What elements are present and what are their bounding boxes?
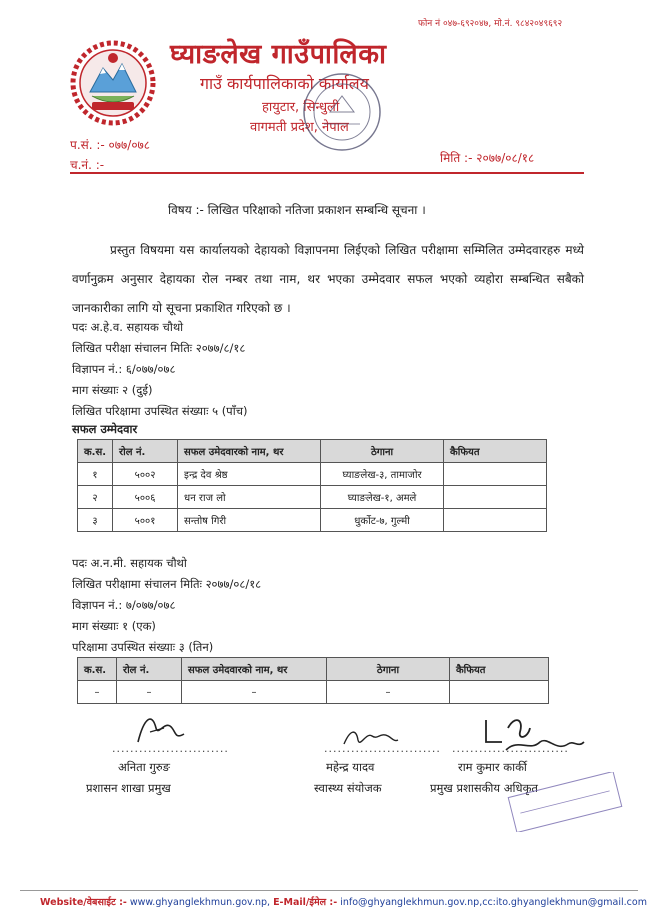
footer-website-label: Website/वेबसाईट :- (40, 897, 127, 908)
cell-name: सन्तोष गिरी (178, 509, 321, 532)
cell-serial: – (78, 681, 117, 704)
s1-present: लिखित परिक्षामा उपस्थित संख्याः ५ (पाँच) (72, 404, 248, 418)
table-header-row (78, 658, 549, 681)
letter-date: मिति :- २०७७/०८/१८ (440, 151, 535, 165)
signature-line-3: .......................... (452, 742, 569, 755)
s2-post: पदः अ.न.मी. सहायक चौथो (72, 556, 187, 570)
cell-name: – (182, 681, 327, 704)
cell-address: – (327, 681, 450, 704)
office-name: गाउँ कार्यपालिकाको कार्यालय (200, 74, 369, 93)
col-serial: क.स. (78, 658, 117, 681)
cell-address: घ्याङलेख-३, तामाजोर (321, 463, 444, 486)
col-name: सफल उमेदवारको नाम, थर (182, 658, 327, 681)
signatory-2-name: महेन्द्र यादव (326, 760, 375, 774)
signatory-1-name: अनिता गुरुङ (118, 760, 171, 774)
dispatch-number: च.नं. :- (70, 158, 105, 172)
cell-serial: १ (78, 463, 113, 486)
signatory-3-name: राम कुमार कार्की (458, 760, 527, 774)
footer-contact (40, 895, 647, 908)
table-header-row (78, 440, 547, 463)
signature-line-2: .......................... (324, 742, 441, 755)
cell-remarks (444, 463, 547, 486)
col-remarks: कैफियत (444, 440, 547, 463)
signatory-2-title: स्वास्थ्य संयोजक (314, 781, 382, 795)
reference-number: प.सं. :- ०७७/०७८ (70, 138, 151, 152)
s1-exam-date: लिखित परीक्षा संचालन मितिः २०७७/८/१८ (72, 341, 246, 355)
footer-email-label: E-Mail/ईमेल :- (273, 897, 338, 908)
successful-candidates-heading: सफल उम्मेदवार (72, 422, 138, 436)
cell-serial: ३ (78, 509, 113, 532)
signatory-1-title: प्रशासन शाखा प्रमुख (86, 781, 171, 795)
signature-3-icon (478, 708, 588, 764)
s2-demand: माग संख्याः १ (एक) (72, 619, 156, 633)
footer-website[interactable]: www.ghyanglekhmun.gov.np, (129, 897, 271, 908)
cell-address: धुर्कोट-७, गुल्मी (321, 509, 444, 532)
table-row (78, 509, 547, 532)
cell-roll: ५००२ (113, 463, 178, 486)
letterhead-divider (70, 172, 584, 174)
cell-name: धन राज लो (178, 486, 321, 509)
municipality-title: घ्याङलेख गाउँपालिका (170, 39, 387, 70)
office-seal-stamp (300, 70, 384, 154)
results-table-1 (77, 439, 547, 532)
phone-numbers: फोन नं ०४७-६९२०४७, मो.नं. ९८४२०४९६९२ (418, 19, 563, 29)
notice-body: प्रस्तुत विषयमा यस कार्यालयको देहायको विज्ञापनमा लिईएको लिखित परीक्षामा सम्मिलित उम्मेदवारहरु मध्ये वर्णानुक्रम अनुसार देहायका रोल नम्बर तथा नाम, थर भएका उम्मेदवार सफल भएको व्यहोरा सम्बन्धित सबैको जानकारीका लागि यो सूचना प्रकाशित गरिएको छ । (72, 243, 584, 315)
table-row (78, 463, 547, 486)
s2-advert-no: विज्ञापन नं.: ७/०७७/०७८ (72, 598, 176, 612)
officer-name-stamp (505, 772, 625, 832)
signature-line-1: .......................... (112, 742, 229, 755)
s2-present: परिक्षामा उपस्थित संख्याः ३ (तिन) (72, 640, 214, 654)
address-line-2: वागमती प्रदेश, नेपाल (250, 120, 349, 135)
table-row (78, 486, 547, 509)
s1-advert-no: विज्ञापन नं.: ६/०७७/०७८ (72, 362, 176, 376)
signatory-3-title: प्रमुख प्रशासकीय अधिकृत (430, 781, 538, 795)
address-line-1: हायुटार, सिन्धुली (262, 100, 340, 115)
s1-demand: माग संख्याः २ (दुई) (72, 383, 153, 397)
cell-serial: २ (78, 486, 113, 509)
s1-post: पदः अ.हे.व. सहायक चौथो (72, 320, 184, 334)
cell-remarks (444, 486, 547, 509)
cell-remarks (450, 681, 549, 704)
col-address: ठेगाना (327, 658, 450, 681)
cell-name: इन्द्र देव श्रेष्ठ (178, 463, 321, 486)
cell-roll: – (117, 681, 182, 704)
col-address: ठेगाना (321, 440, 444, 463)
footer-emails[interactable]: info@ghyanglekhmun.gov.np,cc:ito.ghyanglekhmun@gmail.com (340, 897, 647, 908)
footer-divider (20, 890, 638, 891)
col-remarks: कैफियत (450, 658, 549, 681)
notice-subject: विषय :- लिखित परिक्षाको नतिजा प्रकाशन सम्बन्धि सूचना । (168, 203, 426, 217)
col-roll: रोल नं. (117, 658, 182, 681)
col-name: सफल उमेदवारको नाम, थर (178, 440, 321, 463)
table-row (78, 681, 549, 704)
cell-roll: ५००६ (113, 486, 178, 509)
col-serial: क.स. (78, 440, 113, 463)
nepal-emblem-icon (70, 40, 156, 126)
s2-exam-date: लिखित परीक्षामा संचालन मितिः २०७७/०८/१८ (72, 577, 262, 591)
cell-address: घ्याङलेख-१, अमले (321, 486, 444, 509)
results-table-2 (77, 657, 549, 704)
cell-roll: ५००१ (113, 509, 178, 532)
cell-remarks (444, 509, 547, 532)
col-roll: रोल नं. (113, 440, 178, 463)
